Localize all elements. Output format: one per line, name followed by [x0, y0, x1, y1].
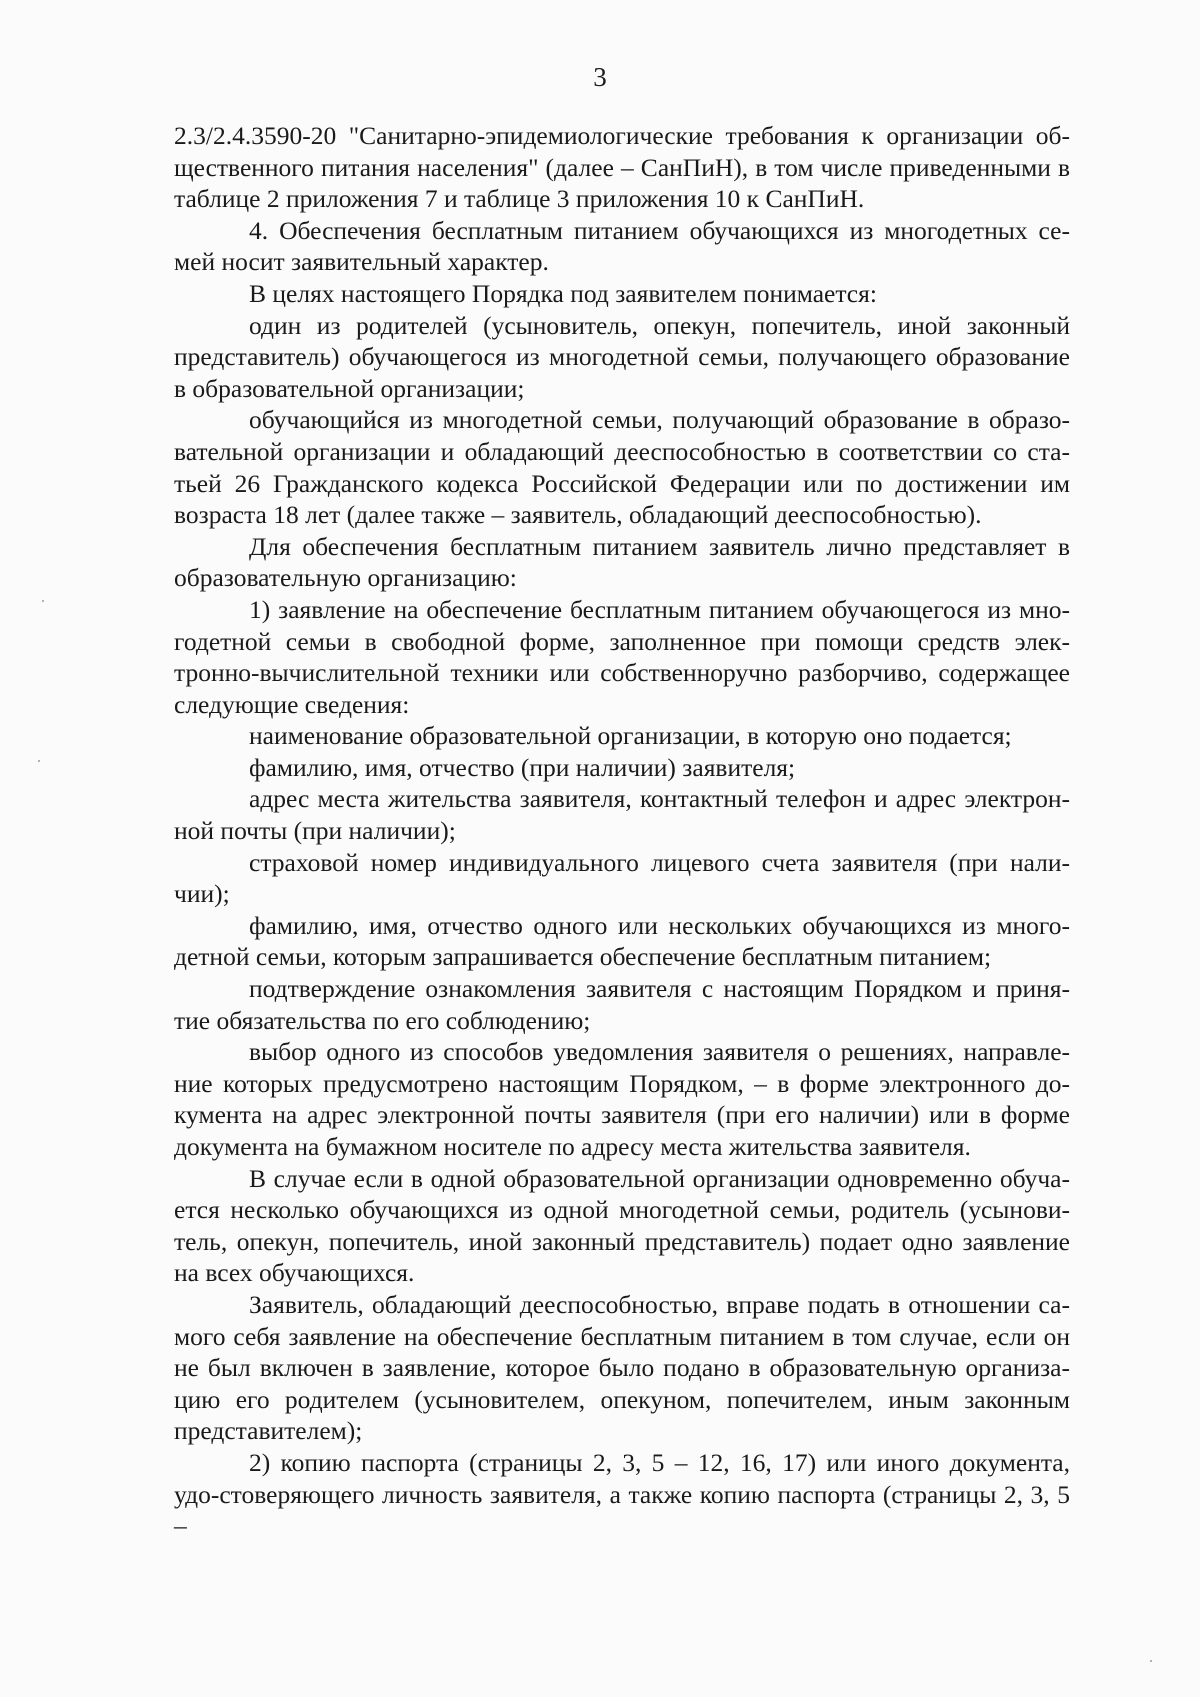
paragraph-applicant-student: обучающийся из многодетной семьи, получающий образование в образо-вательной организации и обладающий дееспособностью в соответствии со ста-тьей 26 Гражданского кодекса Российской Федерации или по достижении им возраста 18 лет (далее также – заявитель, обладающий дееспособностью).: [174, 405, 1070, 530]
paragraph-field-students: фамилию, имя, отчество одного или нескольких обучающихся из много-детной семьи, которым запрашивается обеспечение бесплатным питанием;: [174, 910, 1070, 972]
paragraph-doc-2-passport: 2) копию паспорта (страницы 2, 3, 5 – 12, 16, 17) или иного документа, удо-стоверяющего личность заявителя, а также копию паспорта (страницы 2, 3, 5 –: [174, 1447, 1070, 1541]
paragraph-sanpin-reference: 2.3/2.4.3590-20 "Санитарно-эпидемиологические требования к организации об-щественного питания населения" (далее – СанПиН), в том числе приведенными в таблице 2 приложения 7 и таблице 3 приложения 10 к СанПиН.: [174, 121, 1070, 214]
paragraph-applicant-definition: В целях настоящего Порядка под заявителем понимается:: [249, 278, 877, 308]
paragraph-field-snils: страховой номер индивидуального лицевого счета заявителя (при нали-чии);: [174, 847, 1070, 909]
paragraph-multiple-students: В случае если в одной образовательной организации одновременно обуча-ется несколько обучающихся из одной многодетной семьи, родитель (усынови-тель, опекун, попечитель, иной законный представитель) подает одно заявление на всех обучающихся.: [174, 1163, 1070, 1288]
paragraph-field-address: адрес места жительства заявителя, контактный телефон и адрес электрон-ной почты (при наличии);: [174, 784, 1070, 846]
paragraph-documents-intro: Для обеспечения бесплатным питанием заявитель лично представляет в образовательную организацию:: [174, 531, 1070, 593]
page-number: 3: [593, 62, 607, 92]
paragraph-doc-1-application: 1) заявление на обеспечение бесплатным питанием обучающегося из мно-годетной семьи в свободной форме, заполненное при помощи средств элек-тронно-вычислительной техники или собственноручно разборчиво, содержащее следующие сведения:: [174, 594, 1070, 719]
paragraph-field-applicant-name: фамилию, имя, отчество (при наличии) заявителя;: [249, 752, 796, 782]
paragraph-field-notification: выбор одного из способов уведомления заявителя о решениях, направле-ние которых предусмотрено настоящим Порядком, – в форме электронного до-кумента на адрес электронной почты заявителя (при его наличии) или в форме документа на бумажном носителе по адресу места жительства заявителя.: [174, 1037, 1070, 1161]
scan-speck: [42, 600, 44, 602]
paragraph-item-4: 4. Обеспечения бесплатным питанием обучающихся из многодетных се-мей носит заявительный характер.: [174, 215, 1070, 277]
paragraph-field-organization: наименование образовательной организации, в которую оно подается;: [249, 721, 1012, 751]
scan-speck: [38, 760, 40, 762]
paragraph-applicant-parent: один из родителей (усыновитель, опекун, попечитель, иной законный представитель) обучающегося из многодетной семьи, получающего образование в образовательной организации;: [174, 310, 1070, 403]
document-body: [174, 120, 1070, 1542]
scan-speck: [1150, 1660, 1152, 1662]
paragraph-capable-applicant: Заявитель, обладающий дееспособностью, вправе подать в отношении са-мого себя заявление на обеспечение бесплатным питанием в том случае, если он не был включен в заявление, которое было подано в образовательную организа-цию его родителем (усыновителем, опекуном, попечителем, иным законным представителем);: [174, 1289, 1070, 1446]
paragraph-field-confirmation: подтверждение ознакомления заявителя с настоящим Порядком и приня-тие обязательства по его соблюдению;: [174, 974, 1070, 1035]
